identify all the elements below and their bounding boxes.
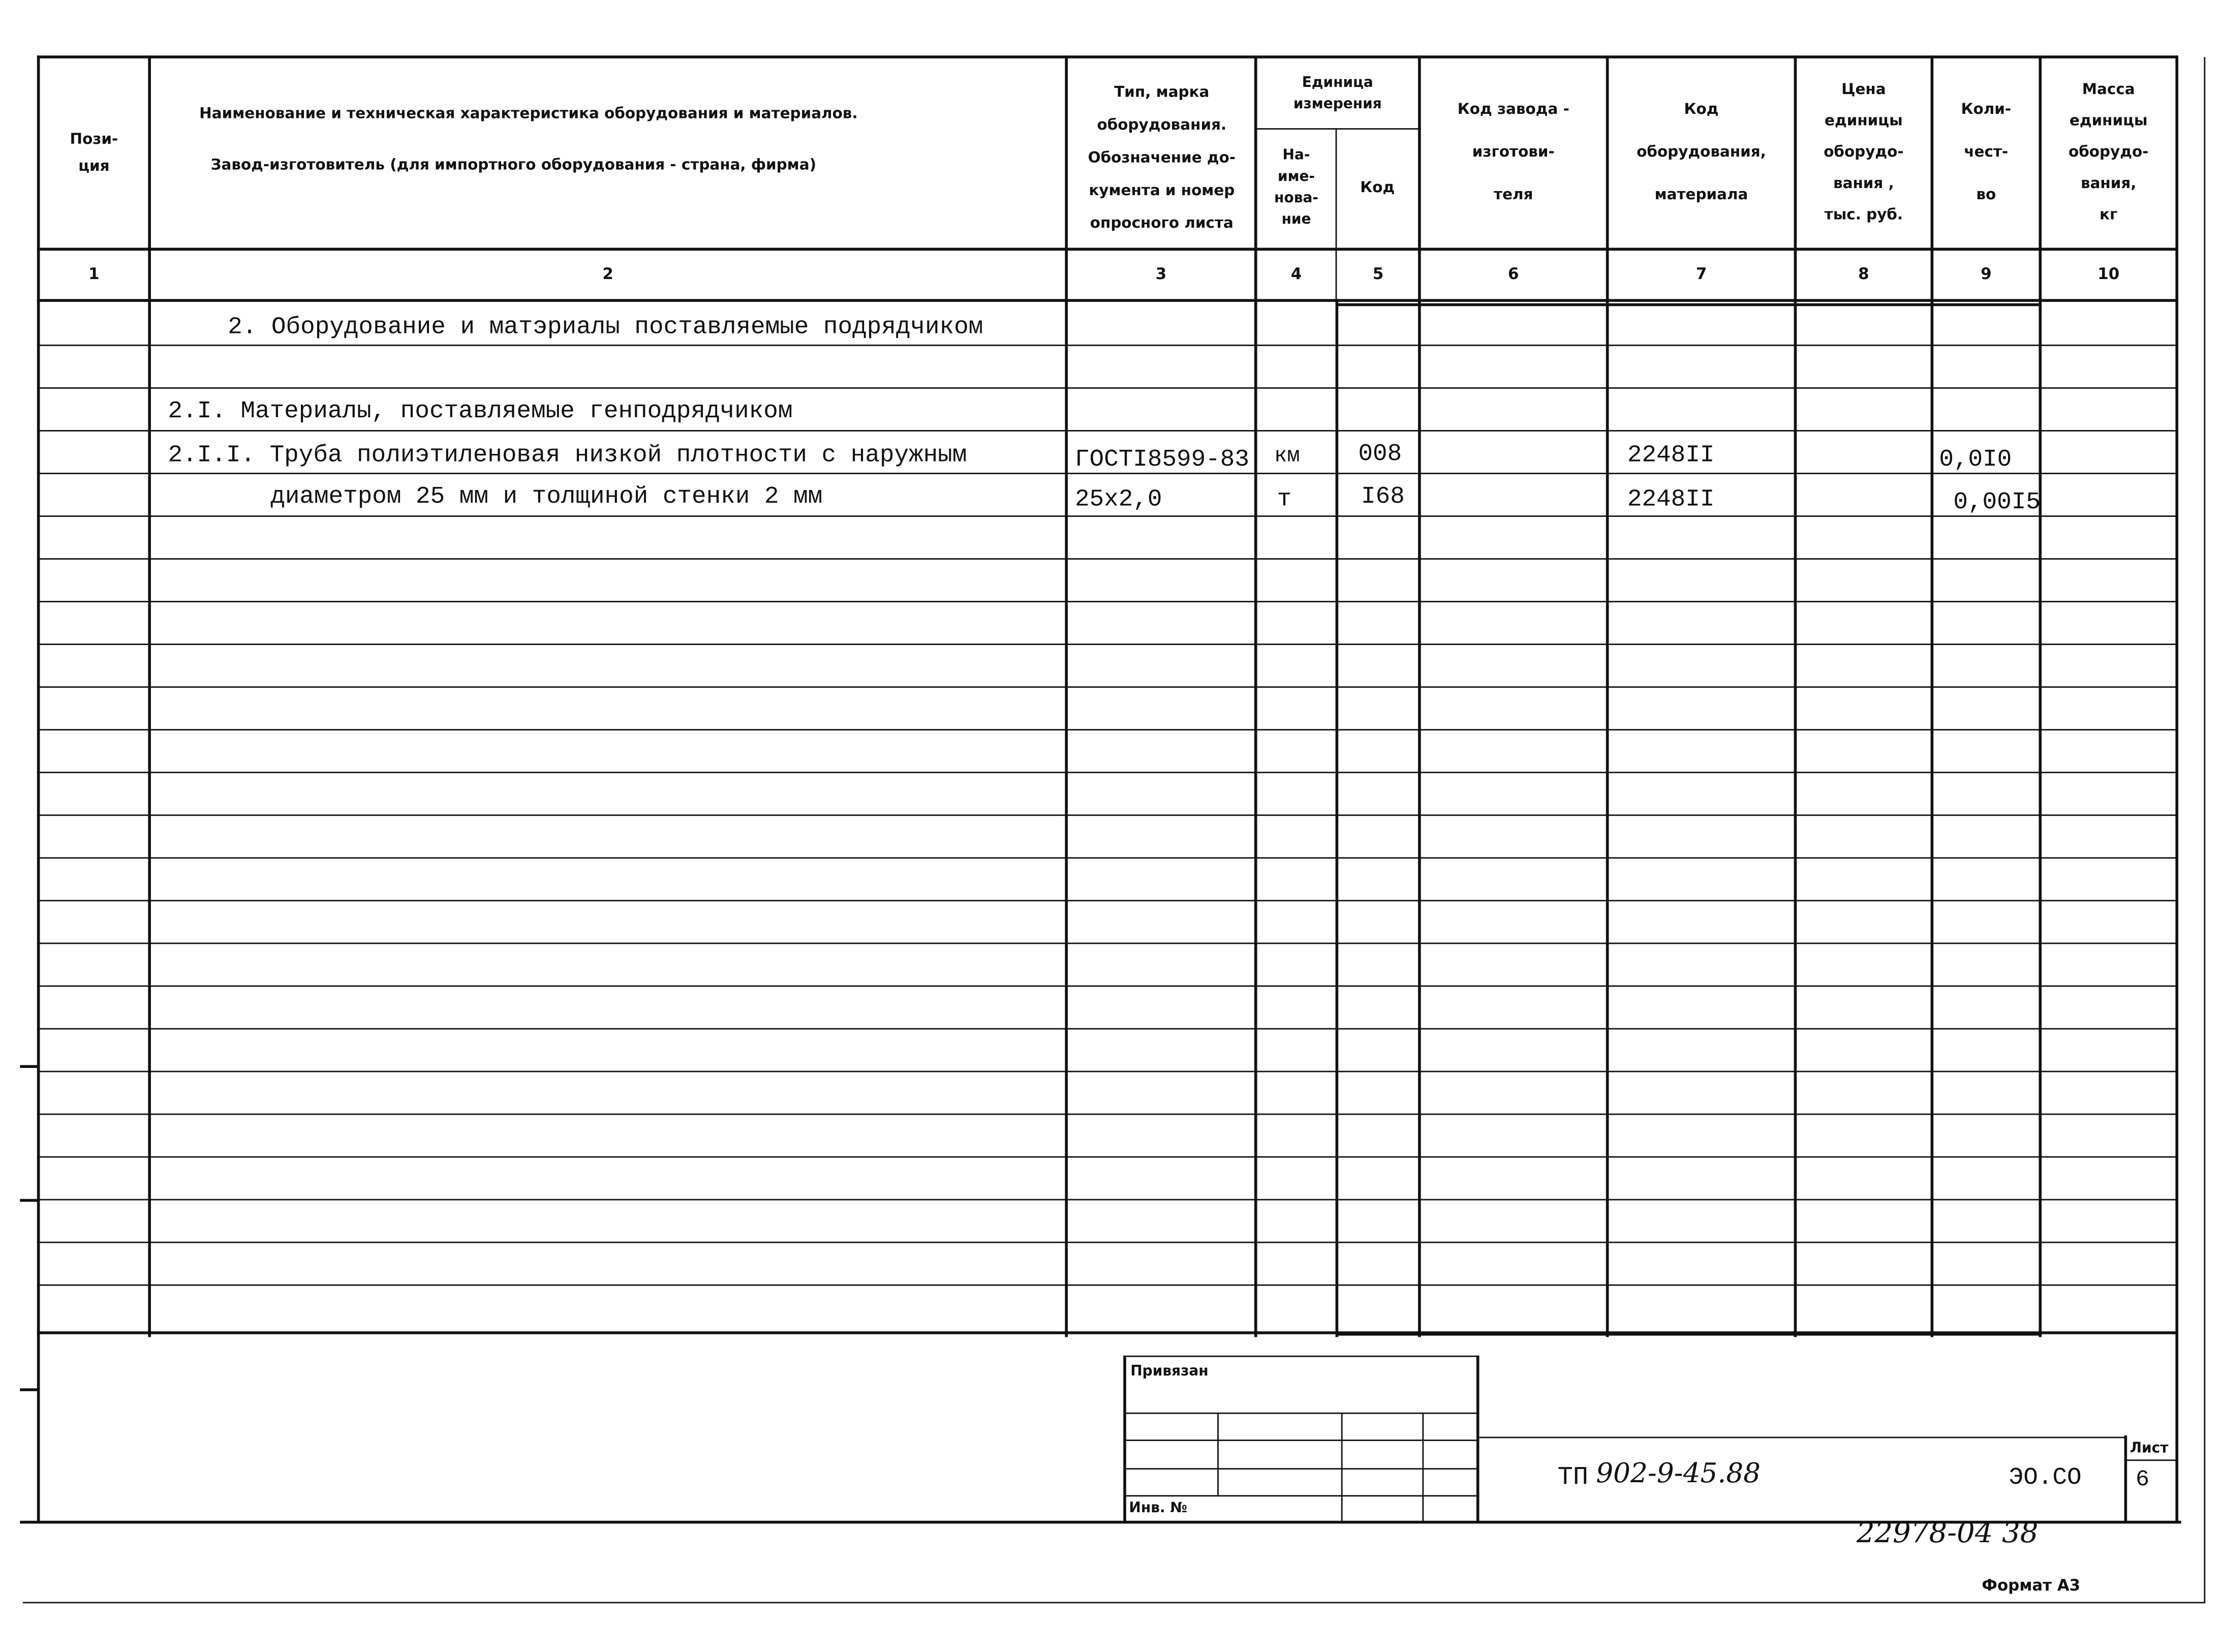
title-block-top: [1479, 1437, 2126, 1439]
doc-number: 902-9-45.88: [1596, 1458, 1761, 1490]
header-name-line2: Завод-изготовитель (для импортного оборудования - страна, фирма): [210, 157, 817, 174]
stamp-box-left: [1123, 1356, 1126, 1522]
row-line: [37, 1156, 2178, 1158]
column-number: 1: [88, 265, 100, 284]
row-line: [37, 601, 2178, 602]
header-bottom-line: [37, 248, 2178, 251]
format-label: Формат А3: [1982, 1576, 2081, 1595]
stamp-grid-col: [1422, 1413, 1424, 1522]
column-number: 9: [1981, 265, 1992, 284]
stamp-grid-line: [1123, 1495, 1479, 1496]
sheet-number: 6: [2135, 1466, 2149, 1492]
column-number: 4: [1290, 265, 1302, 284]
row-line: [37, 1242, 2178, 1243]
margin-tick: [20, 1065, 40, 1068]
header-unit-name: На- име- нова- ние: [1274, 148, 1319, 228]
item-code-2: I68: [1361, 484, 1405, 511]
header-quantity: Коли- чест- во: [1961, 101, 2012, 204]
header-unit-code: Код: [1360, 178, 1395, 196]
item-name-line1: 2.I.I. Труба полиэтиленовая низкой плотности с наружным: [168, 443, 967, 470]
item-doc-1: ГОСТI8599-83: [1074, 447, 1249, 474]
column-number: 6: [1508, 265, 1519, 284]
stamp-box-top: [1123, 1356, 1479, 1357]
table-bottom-line: [37, 1331, 2178, 1334]
header-material-code: Код оборудования, материала: [1637, 101, 1766, 204]
row-line: [37, 1199, 2178, 1201]
row-line: [37, 345, 2178, 346]
col-line-bold: [1336, 299, 1339, 1337]
row-line: [37, 1284, 2178, 1286]
stamp-grid-line: [1123, 1413, 1479, 1414]
item-doc-2: 25х2,0: [1074, 487, 1162, 514]
numbers-bottom-line: [37, 299, 2178, 302]
stamp-box-right: [1476, 1356, 1479, 1522]
header-unit-price: Цена единицы оборудо- вания , тыс. руб.: [1824, 81, 1904, 224]
item-name-line2: диаметром 25 мм и толщиной стенки 2 мм: [270, 484, 823, 511]
item-unit-1: км: [1274, 444, 1300, 469]
row-line: [37, 985, 2178, 987]
stamp-grid-line: [1123, 1440, 1479, 1441]
row-line: [37, 430, 2178, 432]
header-type-doc: Тип, марка оборудования. Обозначение до- кумента и номер опросного листа: [1088, 83, 1236, 232]
row-line: [37, 644, 2178, 645]
stamp-grid-col: [1341, 1413, 1343, 1522]
row-line: [37, 1071, 2178, 1073]
header-unit-mass: Масса единицы оборудо- вания, кг: [2069, 81, 2149, 224]
row-line: [37, 942, 2178, 944]
frame-top: [37, 55, 2178, 58]
frame-outer-bottom: [23, 1602, 2205, 1603]
column-number: 2: [602, 265, 613, 284]
item-quantity-1: 0,0I0: [1939, 447, 2012, 474]
row-line: [37, 1114, 2178, 1115]
column-number: 7: [1695, 265, 1707, 284]
header-position: Пози- ция: [70, 130, 118, 175]
unit-subheader-line: [1254, 128, 1421, 130]
row-line: [37, 686, 2178, 688]
section-title: 2. Оборудование и матэриалы поставляемые подрядчиком: [228, 315, 983, 342]
row-line: [37, 814, 2178, 816]
item-material-code-1: 2248II: [1627, 443, 1715, 470]
stamp-inv-label: Инв. №: [1129, 1501, 1188, 1517]
archive-number: 22978-04 38: [1856, 1515, 2039, 1549]
data-top-line-bold: [1336, 303, 2042, 307]
column-number: 3: [1155, 265, 1167, 284]
stamp-linked-label: Привязан: [1130, 1364, 1209, 1380]
row-line: [37, 558, 2178, 560]
header-name-line1: Наименование и техническая характеристика оборудования и материалов.: [199, 105, 858, 123]
row-line: [37, 729, 2178, 730]
row-line: [37, 387, 2178, 389]
stamp-grid-col: [1217, 1413, 1219, 1495]
frame-right: [2175, 55, 2178, 1522]
row-line: [37, 515, 2178, 517]
sheet-label: Лист: [2130, 1441, 2169, 1457]
doc-code: ТП: [1557, 1463, 1589, 1492]
stamp-grid-line: [1123, 1468, 1479, 1470]
column-number: 8: [1858, 265, 1869, 284]
column-number: 5: [1372, 265, 1384, 284]
header-unit-group-label: Единица измерения: [1293, 75, 1382, 113]
row-line: [37, 1028, 2178, 1030]
item-quantity-2: 0,00I5: [1953, 490, 2041, 517]
row-line: [37, 900, 2178, 901]
frame-outer-right: [2204, 57, 2205, 1602]
margin-tick: [20, 1388, 40, 1391]
item-unit-2: т: [1277, 487, 1292, 514]
item-code-1: 008: [1358, 441, 1402, 469]
doc-mark: ЭО.СО: [2009, 1465, 2082, 1492]
subsection-title: 2.I. Материалы, поставляемые генподрядчиком: [168, 399, 793, 426]
column-number: 10: [2097, 265, 2120, 284]
item-material-code-2: 2248II: [1627, 487, 1715, 514]
row-line: [37, 772, 2178, 773]
row-line: [37, 857, 2178, 859]
sheet-box-divider: [2124, 1459, 2178, 1461]
header-factory-code: Код завода - изготови- теля: [1457, 101, 1569, 204]
sheet-box-left: [2124, 1435, 2127, 1522]
